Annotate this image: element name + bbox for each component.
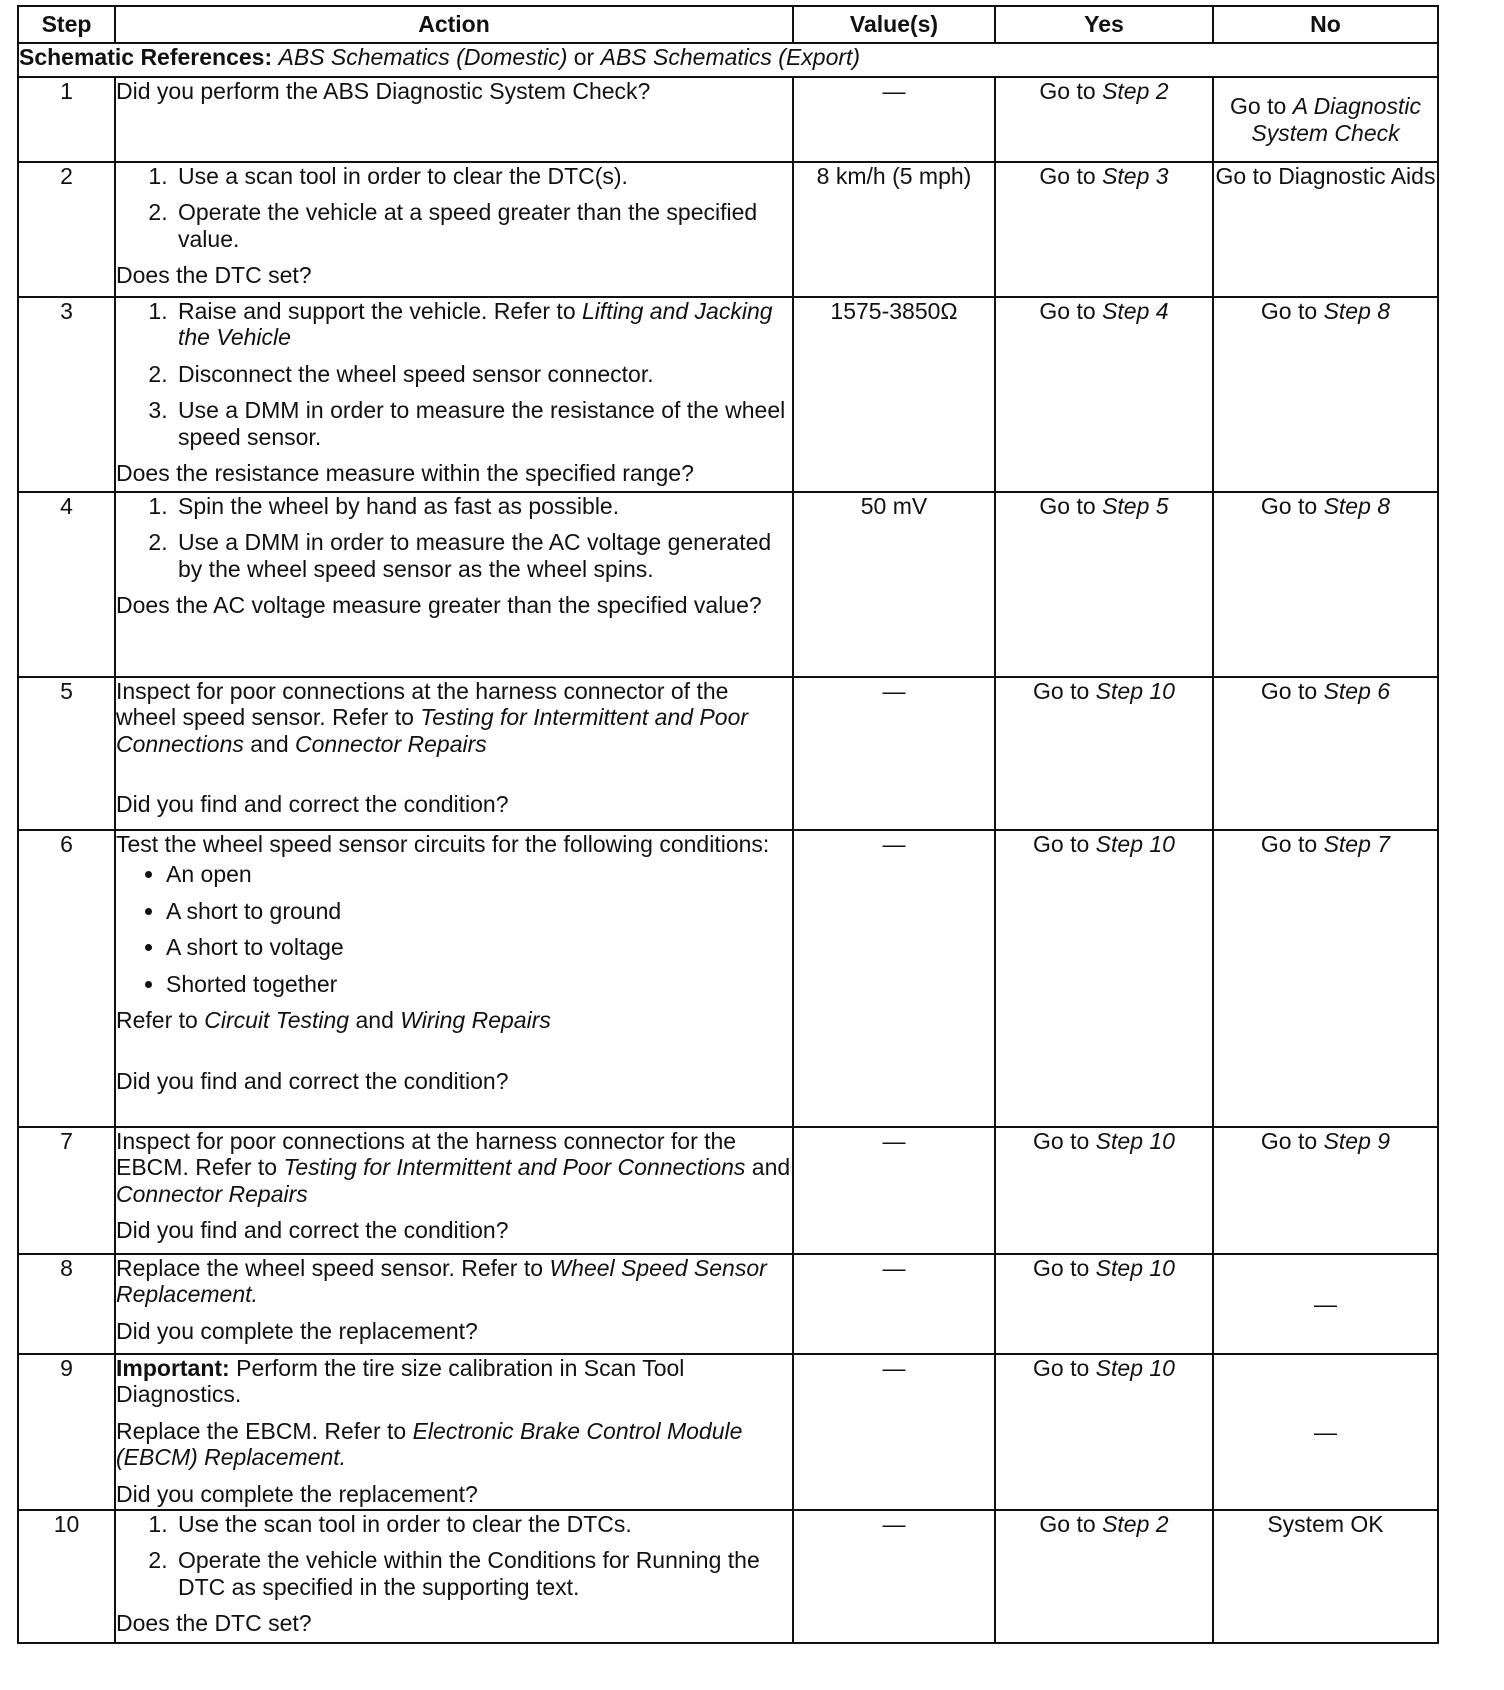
list-item <box>174 298 792 351</box>
and-text: and <box>751 1154 791 1181</box>
action-question: Does the DTC set? <box>116 1610 312 1637</box>
action-question: Does the DTC set? <box>116 262 312 289</box>
header-action: Action <box>115 6 793 43</box>
action-text <box>116 1255 792 1308</box>
list-item: 2. Use a DMM in order to measure the AC voltage generated by the wheel speed sensor as the wheel spins. <box>174 529 792 582</box>
connector-repairs-link: Connector Repairs <box>116 1180 308 1207</box>
table-row <box>18 297 1438 492</box>
value-cell: 8 km/h (5 mph) <box>793 162 995 297</box>
step-link: Step 2 <box>1102 1511 1169 1537</box>
schematic-references <box>18 43 1438 77</box>
no-cell: — <box>1213 1354 1438 1510</box>
schematic-row <box>18 43 1438 77</box>
yes-cell <box>995 162 1213 297</box>
action-cell <box>115 677 793 830</box>
list-item: 1. Spin the wheel by hand as fast as possible. <box>174 493 792 519</box>
value-cell: — <box>793 77 995 162</box>
diagnostic-table <box>17 5 1439 1644</box>
value-cell: — <box>793 1354 995 1510</box>
action-cell <box>115 77 793 162</box>
step-number: 3 <box>18 297 115 492</box>
list-item: • Shorted together <box>166 971 792 997</box>
list-item: 2. Operate the vehicle within the Conditions for Running the DTC as specified in the supporting text. <box>174 1547 792 1600</box>
list-item: 1. Use a scan tool in order to clear the DTC(s). <box>174 163 792 189</box>
action-cell <box>115 1127 793 1254</box>
goto-text: Go to <box>1260 678 1318 704</box>
action-list <box>116 1511 792 1600</box>
diagnostic-system-check-link: A Diagnostic System Check <box>1251 93 1421 146</box>
goto-text: Go to <box>1260 831 1318 857</box>
action-question: Did you complete the replacement? <box>116 1480 478 1507</box>
goto-text: Go to <box>1039 493 1096 519</box>
list-item: 2. Operate the vehicle at a speed greater than the specified value. <box>174 199 792 252</box>
step-link: Step 8 <box>1323 298 1391 324</box>
goto-text: Go to <box>1260 298 1318 324</box>
action-question: Did you find and correct the condition? <box>116 1067 509 1094</box>
goto-text: Go to <box>1039 1511 1096 1537</box>
table-row <box>18 1510 1438 1643</box>
step-number: 4 <box>18 492 115 677</box>
step-number: 5 <box>18 677 115 830</box>
list-item: • A short to ground <box>166 898 792 924</box>
condition-list <box>116 861 792 997</box>
step-number: 9 <box>18 1354 115 1510</box>
important-note <box>116 1355 792 1408</box>
header-no: No <box>1213 6 1438 43</box>
schematic-or: or <box>573 44 595 70</box>
action-question: Did you perform the ABS Diagnostic System Check? <box>116 78 651 104</box>
goto-text: Go to <box>1039 298 1096 324</box>
no-cell <box>1213 297 1438 492</box>
header-yes: Yes <box>995 6 1213 43</box>
goto-text: Go to <box>1260 1128 1318 1154</box>
list-item: 2. Disconnect the wheel speed sensor connector. <box>174 361 792 387</box>
step-link: Step 10 <box>1095 831 1175 857</box>
step-number: 6 <box>18 830 115 1127</box>
yes-cell <box>995 297 1213 492</box>
schematic-ref-export: ABS Schematics (Export) <box>600 44 861 70</box>
step-link: Step 10 <box>1095 1255 1175 1281</box>
no-cell: — <box>1213 1254 1438 1354</box>
step-link: Step 10 <box>1095 1355 1175 1381</box>
header-row <box>18 6 1438 43</box>
header-step: Step <box>18 6 115 43</box>
list-item: • An open <box>166 861 792 887</box>
step-link: Step 10 <box>1095 678 1175 704</box>
action-cell <box>115 297 793 492</box>
step-link: Step 10 <box>1095 1128 1175 1154</box>
no-cell <box>1213 1127 1438 1254</box>
action-list <box>116 493 792 582</box>
goto-text: Go to <box>1033 1255 1090 1281</box>
table-row <box>18 162 1438 297</box>
action-text: Test the wheel speed sensor circuits for the following conditions: <box>116 831 770 857</box>
yes-cell <box>995 1254 1213 1354</box>
important-label: Important: <box>116 1355 230 1381</box>
value-cell: — <box>793 1510 995 1643</box>
yes-cell <box>995 1354 1213 1510</box>
action-question: Does the AC voltage measure greater than the specified value? <box>116 592 762 619</box>
goto-text: Go to <box>1039 78 1096 104</box>
yes-cell <box>995 1127 1213 1254</box>
wheel-speed-sensor-replacement-link: Wheel Speed Sensor Replacement. <box>116 1255 767 1308</box>
goto-text: Go to <box>1033 678 1090 704</box>
action-cell <box>115 492 793 677</box>
action-text-body: Replace the wheel speed sensor. Refer to <box>116 1255 544 1281</box>
header-values: Value(s) <box>793 6 995 43</box>
value-cell: 50 mV <box>793 492 995 677</box>
action-cell <box>115 1254 793 1354</box>
action-cell <box>115 830 793 1127</box>
action-cell <box>115 1510 793 1643</box>
step-number: 1 <box>18 77 115 162</box>
action-text-body: Inspect for poor connections at the harness connector of the wheel speed sensor. Refer to <box>116 678 729 731</box>
testing-intermittent-link: Testing for Intermittent and Poor Connections <box>283 1154 746 1181</box>
yes-cell <box>995 492 1213 677</box>
step-link: Step 8 <box>1323 493 1391 519</box>
yes-cell <box>995 677 1213 830</box>
list-item: • A short to voltage <box>166 934 792 960</box>
list-item: 3. Use a DMM in order to measure the resistance of the wheel speed sensor. <box>174 397 792 450</box>
schematic-label: Schematic References: <box>19 44 273 70</box>
table-row <box>18 492 1438 677</box>
goto-text: Go to <box>1039 163 1096 189</box>
action-cell <box>115 162 793 297</box>
step-link: Step 3 <box>1102 163 1169 189</box>
step-number: 8 <box>18 1254 115 1354</box>
goto-text: Go to <box>1033 1355 1090 1381</box>
action-text <box>116 678 792 757</box>
and-text: and <box>250 730 289 757</box>
lifting-jacking-link: Lifting and Jacking the Vehicle <box>178 298 773 351</box>
important-text: Perform the tire size calibration in Scan Tool Diagnostics. <box>116 1355 685 1408</box>
goto-text: Go to <box>1260 493 1318 519</box>
value-cell: — <box>793 677 995 830</box>
value-cell: — <box>793 830 995 1127</box>
ebcm-replacement-link: Electronic Brake Control Module (EBCM) Replacement. <box>116 1417 743 1471</box>
step-number: 7 <box>18 1127 115 1254</box>
step-link: Step 5 <box>1102 493 1169 519</box>
action-text-body: Replace the EBCM. Refer to <box>116 1417 407 1444</box>
no-cell: Go to Diagnostic Aids <box>1213 162 1438 297</box>
no-cell <box>1213 77 1438 162</box>
action-question: Did you find and correct the condition? <box>116 1217 509 1244</box>
list-item: 1. Use the scan tool in order to clear the DTCs. <box>174 1511 792 1537</box>
refer-word: Refer to <box>116 1007 198 1034</box>
goto-text: Go to <box>1033 831 1090 857</box>
action-question: Did you complete the replacement? <box>116 1317 478 1344</box>
value-cell: — <box>793 1254 995 1354</box>
refer-text <box>116 1007 792 1033</box>
value-cell: — <box>793 1127 995 1254</box>
no-cell <box>1213 677 1438 830</box>
table-row <box>18 1254 1438 1354</box>
connector-repairs-link: Connector Repairs <box>295 730 487 757</box>
goto-text: Go to <box>1033 1128 1090 1154</box>
wiring-repairs-link: Wiring Repairs <box>400 1007 551 1034</box>
step-link: Step 2 <box>1102 78 1169 104</box>
table-row <box>18 77 1438 162</box>
yes-cell <box>995 77 1213 162</box>
action-list <box>116 298 792 450</box>
table-row <box>18 1354 1438 1510</box>
step-link: Step 7 <box>1323 831 1391 857</box>
action-question: Did you find and correct the condition? <box>116 791 509 818</box>
no-cell: System OK <box>1213 1510 1438 1643</box>
schematic-ref-domestic: ABS Schematics (Domestic) <box>278 44 568 70</box>
action-text <box>116 1128 792 1207</box>
step-link: Step 9 <box>1323 1128 1391 1154</box>
yes-cell <box>995 830 1213 1127</box>
goto-text: Go to <box>1230 93 1287 120</box>
table-row <box>18 677 1438 830</box>
testing-intermittent-link: Testing for Intermittent and Poor Connections <box>116 704 749 757</box>
action-list <box>116 163 792 252</box>
action-text-body: Inspect for poor connections at the harness connector for the EBCM. Refer to <box>116 1128 737 1181</box>
no-cell <box>1213 492 1438 677</box>
value-cell: 1575-3850Ω <box>793 297 995 492</box>
table-row <box>18 1127 1438 1254</box>
and-text: and <box>355 1007 394 1034</box>
yes-cell <box>995 1510 1213 1643</box>
circuit-testing-link: Circuit Testing <box>204 1007 350 1034</box>
list-item-text: Raise and support the vehicle. Refer to <box>178 298 576 324</box>
step-number: 10 <box>18 1510 115 1643</box>
step-number: 2 <box>18 162 115 297</box>
action-cell <box>115 1354 793 1510</box>
no-cell <box>1213 830 1438 1127</box>
step-link: Step 6 <box>1323 678 1391 704</box>
action-question: Does the resistance measure within the specified range? <box>116 460 694 487</box>
table-row <box>18 830 1438 1127</box>
action-text <box>116 1418 792 1471</box>
step-link: Step 4 <box>1102 298 1169 324</box>
